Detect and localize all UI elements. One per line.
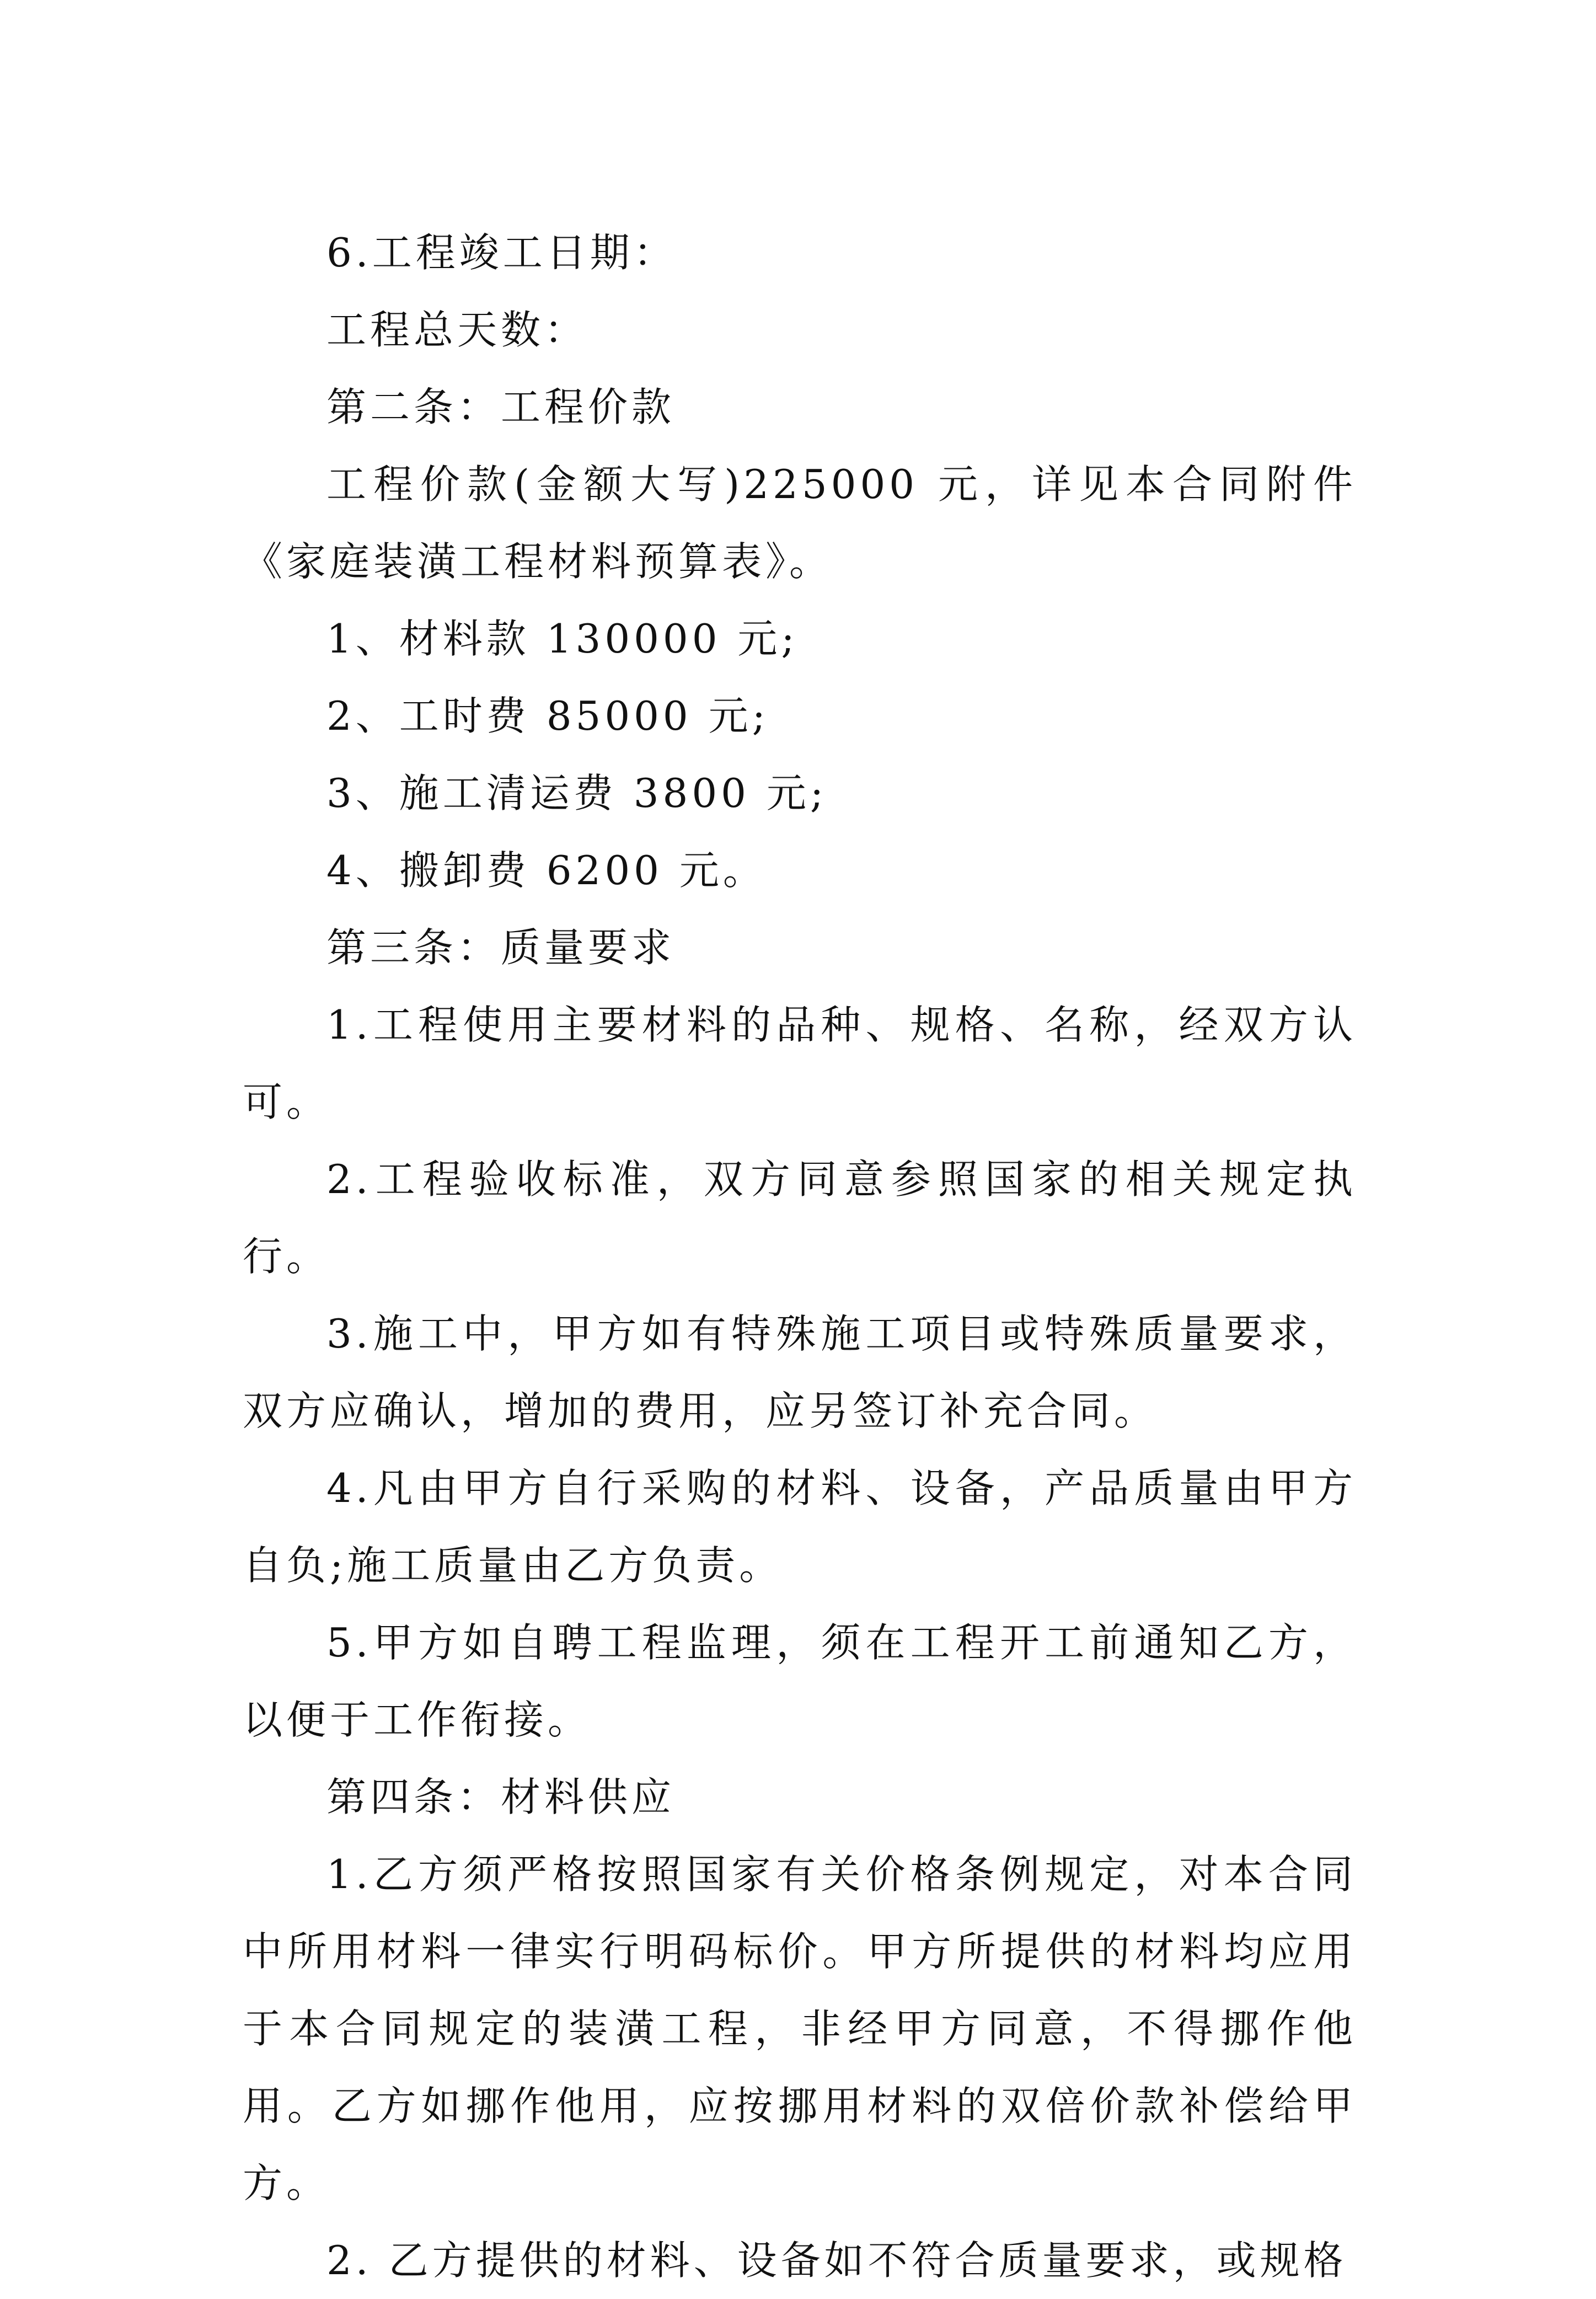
quality-clause-4: 4.凡由甲方自行采购的材料、设备，产品质量由甲方自负;施工质量由乙方负责。 <box>243 1465 1357 1589</box>
quality-clause-1: 1.工程使用主要材料的品种、规格、名称，经双方认可。 <box>243 1002 1357 1125</box>
quality-clause-3: 3.施工中，甲方如有特殊施工项目或特殊质量要求，双方应确认，增加的费用，应另签订补充合同。 <box>243 1311 1357 1434</box>
completion-date-line: 6.工程竣工日期： <box>326 229 677 276</box>
price-item-materials: 1、材料款 130000 元; <box>326 616 799 662</box>
price-item-handling: 4、搬卸费 6200 元。 <box>326 847 767 894</box>
price-item-cleanup: 3、施工清运费 3800 元; <box>326 770 828 816</box>
price-item-labor: 2、工时费 85000 元; <box>326 693 769 739</box>
price-total-paragraph: 工程价款(金额大写)225000 元，详见本合同附件《家庭装潢工程材料预算表》。 <box>243 461 1357 585</box>
document-body <box>243 214 1357 2299</box>
section-heading-materials: 第四条：材料供应 <box>326 1774 676 1820</box>
section-heading-quality: 第三条：质量要求 <box>326 924 676 971</box>
quality-clause-2: 2.工程验收标准，双方同意参照国家的相关规定执行。 <box>243 1156 1357 1280</box>
total-days-line: 工程总天数： <box>326 307 588 353</box>
quality-clause-5: 5.甲方如自聘工程监理，须在工程开工前通知乙方，以便于工作衔接。 <box>243 1619 1357 1743</box>
section-heading-price: 第二条：工程价款 <box>326 384 676 430</box>
materials-clause-1: 1.乙方须严格按照国家有关价格条例规定，对本合同中所用材料一律实行明码标价。甲方所提供的材料均应用于本合同规定的装潢工程，非经甲方同意，不得挪作他用。乙方如挪作他用，应按挪用材料的双倍价款补偿给甲方。 <box>243 1851 1357 2206</box>
materials-clause-2: 2. 乙方提供的材料、设备如不符合质量要求，或规格 <box>326 2237 1347 2284</box>
